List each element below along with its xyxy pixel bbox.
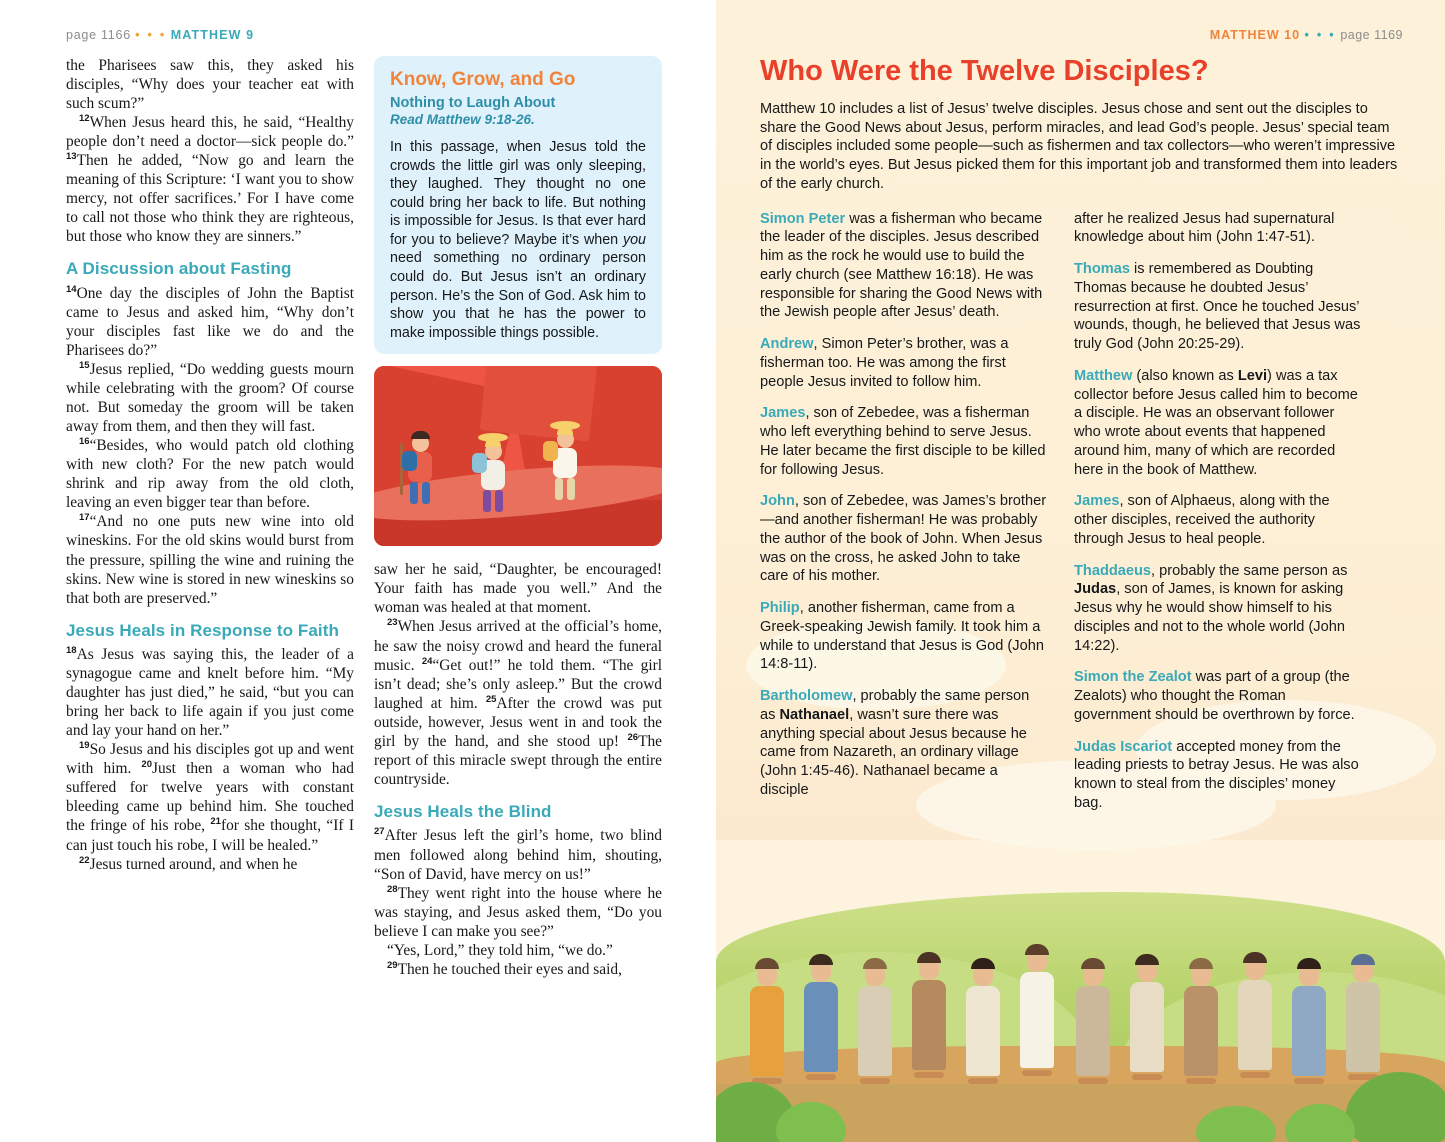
right-column-2 <box>1074 210 1362 826</box>
right-page <box>716 0 1445 1142</box>
disciple-name: Thomas <box>1074 261 1130 278</box>
verse-number: 12 <box>79 113 90 125</box>
sidebar-know-grow-and-go <box>374 56 662 354</box>
disciple-figure <box>1184 958 1218 1084</box>
disciple-entry-continued: after he realized Jesus had supernatural knowledge about him (John 1:47-51). <box>1074 210 1335 246</box>
paragraph: $^{22}$Jesus turned around, and when he <box>79 854 298 873</box>
disciple-alt-name: Judas <box>1074 581 1117 598</box>
disciple-entry: James, son of Zebedee, was a fisherman who left everything behind to serve Jesus. He later became the first disciple to be killed for following Jesus. <box>760 405 1046 478</box>
sidebar-title: Know, Grow, and Go <box>390 69 576 90</box>
disciple-entry: Thaddaeus, probably the same person as Judas, son of James, is known for asking Jesus why he would show himself to his disciples and not to the whole world (John 14:22). <box>1074 562 1348 654</box>
paragraph: “Yes, Lord,” they told him, “we do.” <box>387 941 613 959</box>
paragraph: $^{17}$“And no one puts new wine into old wineskins. For the old skins would burst from the pressure, spilling the wine and ruining the skins. New wine is stored in new wineskins so that both are preserved.” <box>66 512 354 607</box>
section-heading-faith: Jesus Heals in Response to Faith <box>66 620 339 640</box>
section-heading-fasting: A Discussion about Fasting <box>66 259 292 279</box>
page-title: Who Were the Twelve Disciples? <box>760 55 1209 87</box>
verse-number: 14 <box>66 283 77 295</box>
verse-number: 23 <box>387 617 398 629</box>
disciple-entry: Matthew (also known as Levi) was a tax collector before Jesus called him to become a disciple. He was an observant follower who wrote about events that happened around him, many of which are recorded here in the book of Matthew. <box>1074 367 1358 478</box>
disciple-entry: Bartholomew, probably the same person as Nathanael, wasn’t sure there was anything special about Jesus because he came from Nazareth, an ordinary village (John 1:45-46). Nathanael became a disciple <box>760 688 1030 798</box>
verse-number: 25 <box>485 693 497 705</box>
verse-number: 17 <box>79 512 90 524</box>
hiker-figure <box>408 431 432 504</box>
disciple-entry: Philip, another fisherman, came from a Greek-speaking Jewish family. It took him a while to understand that Jesus is God (John 14:8-11). <box>760 600 1044 673</box>
disciple-figure <box>750 958 784 1084</box>
disciple-name: Andrew <box>760 336 814 353</box>
right-column-1 <box>760 210 1048 826</box>
disciple-alt-name: Levi <box>1237 367 1268 384</box>
paragraph: $^{12}$When Jesus heard this, he said, “Healthy people don’t need a doctor—sick people do.” $^{13}$Then he added, “Now go and learn the meaning of this Scripture: ‘I want you to show mercy, not offer sacrifices.’ For I have come to call not those who think they are righteous, but those who know they are sinners.” <box>66 113 354 246</box>
hiker-figure <box>550 421 580 500</box>
disciple-entry: Thomas is remembered as Doubting Thomas because he doubted Jesus’ resurrection at first. Once he touched Jesus’ wounds, though, he believed that Jesus was truly God (John 20:25-29). <box>1074 261 1361 353</box>
left-folio-page: page 1166 <box>66 28 131 42</box>
intro-paragraph: Matthew 10 includes a list of Jesus’ twelve disciples. Jesus chose and sent out the disciples to share the Good News about Jesus, perform miracles, and lead God’s people. Jesus’ special team of disciples included some people—such as fishermen and tax collectors—who weren’t impressive in the world’s eyes. But Jesus picked them for this important job and transformed them into leaders of the early church. <box>760 100 1398 192</box>
disciple-name: John <box>760 493 795 510</box>
paragraph: $^{15}$Jesus replied, “Do wedding guests mourn while celebrating with the groom? Of course not. But someday the groom will be taken away from them, and then they will fast. <box>66 359 354 436</box>
paragraph: $^{23}$When Jesus arrived at the official’s home, he saw the noisy crowd and heard the funeral music. $^{24}$“Get out!” he told them. “The girl isn’t dead; she’s only asleep.” But the crowd laughed at him. $^{25}$After the crowd was put outside, however, Jesus went in and took the girl by the hand, and she stood up! $^{26}$The report of this miracle swept through the entire countryside. <box>374 617 662 788</box>
paragraph: $^{14}$One day the disciples of John the Baptist came to Jesus and asked him, “Why don’t your disciples fast like we do and the Pharisees do?” <box>66 283 354 359</box>
disciple-figure <box>1238 952 1272 1078</box>
verse-number: 29 <box>387 959 398 971</box>
hiker-figure <box>478 433 508 512</box>
disciple-entry: James, son of Alphaeus, along with the other disciples, received the authority through Jesus to heal people. <box>1074 493 1330 547</box>
paragraph: $^{29}$Then he touched their eyes and said, <box>387 959 622 978</box>
paragraph: the Pharisees saw this, they asked his disciples, “Why does your teacher eat with such scum?” <box>66 57 354 113</box>
right-columns <box>760 210 1403 826</box>
verse-number: 19 <box>79 740 90 752</box>
disciple-name: Thaddaeus <box>1074 562 1152 579</box>
section-heading-blind: Jesus Heals the Blind <box>374 802 552 821</box>
disciples-illustration <box>716 812 1445 1142</box>
disciple-name: Simon Peter <box>760 210 846 227</box>
right-folio-book: MATTHEW 10 <box>1209 28 1301 42</box>
paragraph: $^{18}$As Jesus was saying this, the leader of a synagogue came and knelt before him. “My daughter has just died,” he said, “but you can bring her back to life again if you just come and lay your hand on her.” <box>66 644 354 740</box>
verse-number: 28 <box>387 883 398 895</box>
sidebar-subtitle: Nothing to Laugh About <box>390 94 556 111</box>
disciple-entry: Simon Peter was a fisherman who became the leader of the disciples. Jesus described him as the rock he would use to build the early church (see Matthew 16:18). He was responsible for sharing the Good News with the Jewish people after Jesus’ death. <box>760 210 1043 321</box>
left-columns <box>66 56 692 979</box>
disciple-name: Philip <box>760 600 800 617</box>
verse-number: 24 <box>421 655 433 667</box>
verse-number: 21 <box>210 816 221 828</box>
paragraph: $^{19}$So Jesus and his disciples got up and went with him. $^{20}$Just then a woman who had suffered for twelve years with constant bleeding came up behind him. She touched the fringe of his robe, $^{21}$for she thought, “If I can just touch his robe, I will be healed.” <box>66 740 355 854</box>
disciple-figure <box>858 958 892 1084</box>
left-column-2 <box>374 56 662 979</box>
disciple-figure <box>1346 954 1380 1080</box>
verse-number: 26 <box>627 731 639 743</box>
hikers-illustration <box>374 366 662 546</box>
disciple-alt-name: Nathanael <box>779 706 850 723</box>
disciple-entry: John, son of Zebedee, was James’s brother—and another fisherman! He was probably the author of the book of John. When Jesus was on the cross, he asked John to take care of his mother. <box>760 493 1047 585</box>
sidebar-read-reference: Read Matthew 9:18-26. <box>390 112 535 128</box>
verse-number: 13 <box>66 151 77 163</box>
disciple-figure <box>912 952 946 1078</box>
verse-number: 15 <box>79 359 90 371</box>
verse-number: 27 <box>374 826 385 838</box>
disciple-entry: Judas Iscariot accepted money from the leading priests to betray Jesus. He was also known to steal from the disciples’ money bag. <box>1074 738 1359 811</box>
disciple-figure <box>1130 954 1164 1080</box>
disciple-name: James <box>760 405 806 422</box>
disciple-figure <box>1076 958 1110 1084</box>
verse-number: 20 <box>141 759 152 771</box>
sidebar-body: In this passage, when Jesus told the crowds the little girl was only sleeping, they laughed. They thought no one could bring her back to life. But nothing is impossible for Jesus. Is that ever hard for you to believe? Maybe it’s when you need something no ordinary person could do. But Jesus isn’t an ordinary person. He’s the Son of God. Ask him to show you that he has the power to make impossible things possible. <box>390 138 646 341</box>
disciple-name: Simon the Zealot <box>1074 669 1192 686</box>
verse-number: 16 <box>79 436 90 448</box>
disciple-figure <box>966 958 1000 1084</box>
canyon-rock <box>480 366 599 442</box>
jesus-figure <box>1020 944 1054 1076</box>
disciple-name: James <box>1074 493 1120 510</box>
left-column-1 <box>66 56 354 979</box>
disciple-entry: Andrew, Simon Peter’s brother, was a fisherman too. He was among the first people Jesus invited to follow him. <box>760 336 1009 390</box>
left-folio-book: MATTHEW 9 <box>170 28 255 42</box>
paragraph: $^{16}$“Besides, who would patch old clothing with new cloth? For the new patch would shrink and rip away from the old cloth, leaving an even bigger tear than before. <box>66 436 354 512</box>
verse-number: 18 <box>66 644 77 656</box>
paragraph: $^{28}$They went right into the house where he was staying, and Jesus asked them, “Do you believe I can make you see?” <box>374 883 662 940</box>
disciple-entry: Simon the Zealot was part of a group (the Zealots) who thought the Roman government should be overthrown by force. <box>1074 669 1355 723</box>
left-page <box>0 0 716 1142</box>
paragraph: saw her he said, “Daughter, be encouraged! Your faith has made you well.” And the woman was healed at that moment. <box>374 561 662 617</box>
right-folio <box>760 28 1403 42</box>
disciple-name: Matthew <box>1074 367 1133 384</box>
disciple-figure <box>804 954 838 1080</box>
disciple-name: Bartholomew <box>760 688 853 705</box>
right-folio-dots: • • • <box>1304 28 1336 42</box>
disciple-figure <box>1292 958 1326 1084</box>
verse-number: 22 <box>79 854 90 866</box>
left-folio <box>66 28 692 42</box>
left-folio-dots: • • • <box>135 28 167 42</box>
right-folio-page: page 1169 <box>1340 28 1403 42</box>
disciple-name: Judas Iscariot <box>1074 738 1173 755</box>
paragraph: $^{27}$After Jesus left the girl’s home, two blind men followed along behind him, shouting, “Son of David, have mercy on us!” <box>374 826 662 883</box>
